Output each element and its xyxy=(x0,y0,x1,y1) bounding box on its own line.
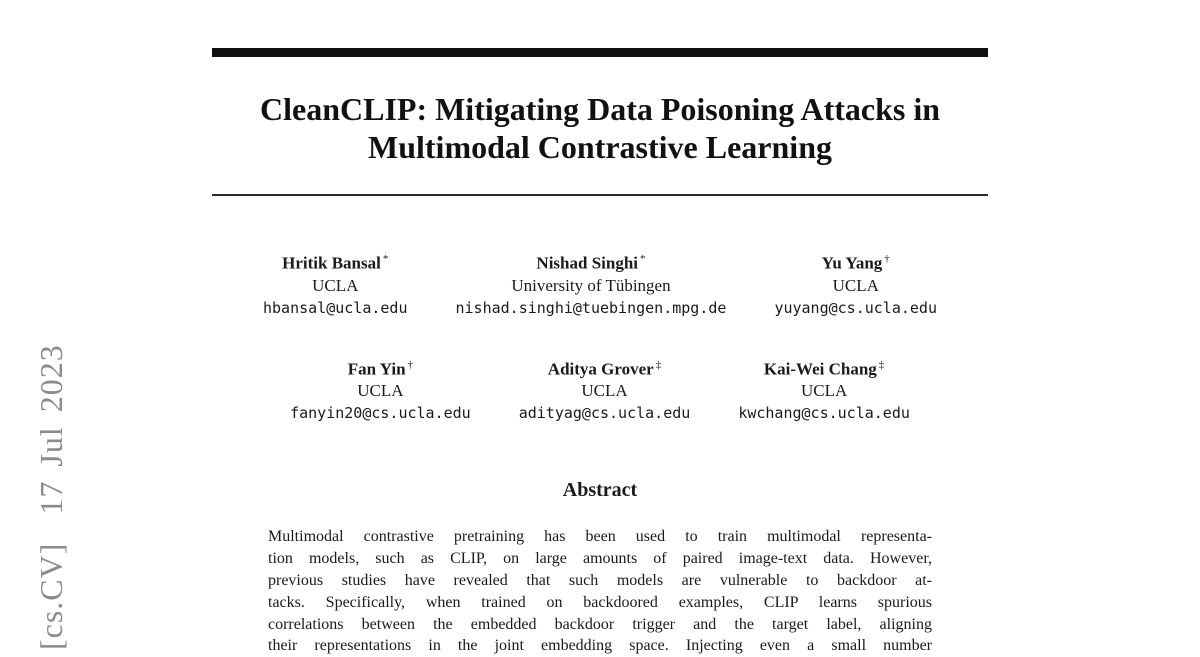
paper-page xyxy=(212,0,988,657)
author-name-text: Yu Yang xyxy=(821,253,883,273)
authors-row-1 xyxy=(212,248,988,320)
author-affiliation: UCLA xyxy=(800,381,848,401)
authors-row-2 xyxy=(212,354,988,426)
author-name xyxy=(519,354,691,381)
author-mark: † xyxy=(884,253,890,265)
author-affiliation: UCLA xyxy=(357,381,404,401)
abstract-line: correlations between the embedded backdoor trigger and the target label, aligning xyxy=(268,615,932,633)
author-mark: † xyxy=(407,358,414,371)
abstract-line: their representations in the joint embedding space. Injecting even a small number xyxy=(268,637,932,655)
paper-title-line-1: CleanCLIP: Mitigating Data Poisoning Attacks in xyxy=(259,91,941,127)
abstract-heading: Abstract xyxy=(562,479,638,502)
title-rule-bottom xyxy=(212,194,988,196)
author-affiliation: UCLA xyxy=(581,381,628,401)
author-mark: * xyxy=(640,253,646,265)
author-mark: ‡ xyxy=(878,358,885,371)
author-email: adityag@cs.ucla.edu xyxy=(518,404,691,423)
author-block-fan-yin xyxy=(290,354,471,426)
author-affiliation: UCLA xyxy=(312,275,359,295)
author-block-nishad-singhi xyxy=(456,248,727,320)
author-affiliation: University of Tübingen xyxy=(511,275,671,295)
author-block-aditya-grover xyxy=(519,354,691,426)
author-mark: * xyxy=(382,253,389,265)
arxiv-sidebar-stamp: [cs.CV] 17 Jul 2023 xyxy=(33,344,69,650)
abstract-text xyxy=(268,526,932,657)
author-name-text: Kai-Wei Chang xyxy=(763,359,877,379)
author-name xyxy=(263,248,408,275)
author-email: fanyin20@cs.ucla.edu xyxy=(290,404,471,423)
abstract-line: Multimodal contrastive pretraining has been used to train multimodal representa- xyxy=(268,528,932,546)
author-name xyxy=(774,248,937,275)
author-affiliation: UCLA xyxy=(832,275,879,295)
author-block-hritik-bansal xyxy=(263,248,408,320)
author-mark: ‡ xyxy=(655,358,662,371)
author-block-kai-wei-chang xyxy=(738,354,910,426)
author-name xyxy=(738,354,910,381)
author-name-text: Fan Yin xyxy=(347,359,406,379)
author-email: nishad.singhi@tuebingen.mpg.de xyxy=(455,298,727,317)
paper-title xyxy=(212,90,988,166)
author-email: yuyang@cs.ucla.edu xyxy=(774,298,937,317)
paper-title-line-2: Multimodal Contrastive Learning xyxy=(368,129,832,165)
author-email: hbansal@ucla.edu xyxy=(263,298,408,317)
author-block-yu-yang xyxy=(774,248,937,320)
abstract-line: tion models, such as CLIP, on large amounts of paired image-text data. However, xyxy=(268,550,932,568)
abstract-line: previous studies have revealed that such models are vulnerable to backdoor at- xyxy=(268,571,932,589)
author-name-text: Hritik Bansal xyxy=(282,253,381,273)
abstract-line: tacks. Specifically, when trained on backdoored examples, CLIP learns spurious xyxy=(268,593,932,611)
author-name xyxy=(290,354,471,381)
author-name-text: Nishad Singhi xyxy=(536,253,639,273)
title-rule-top xyxy=(212,48,988,57)
author-email: kwchang@cs.ucla.edu xyxy=(738,404,910,423)
author-name-text: Aditya Grover xyxy=(547,359,654,379)
author-name xyxy=(456,248,727,275)
